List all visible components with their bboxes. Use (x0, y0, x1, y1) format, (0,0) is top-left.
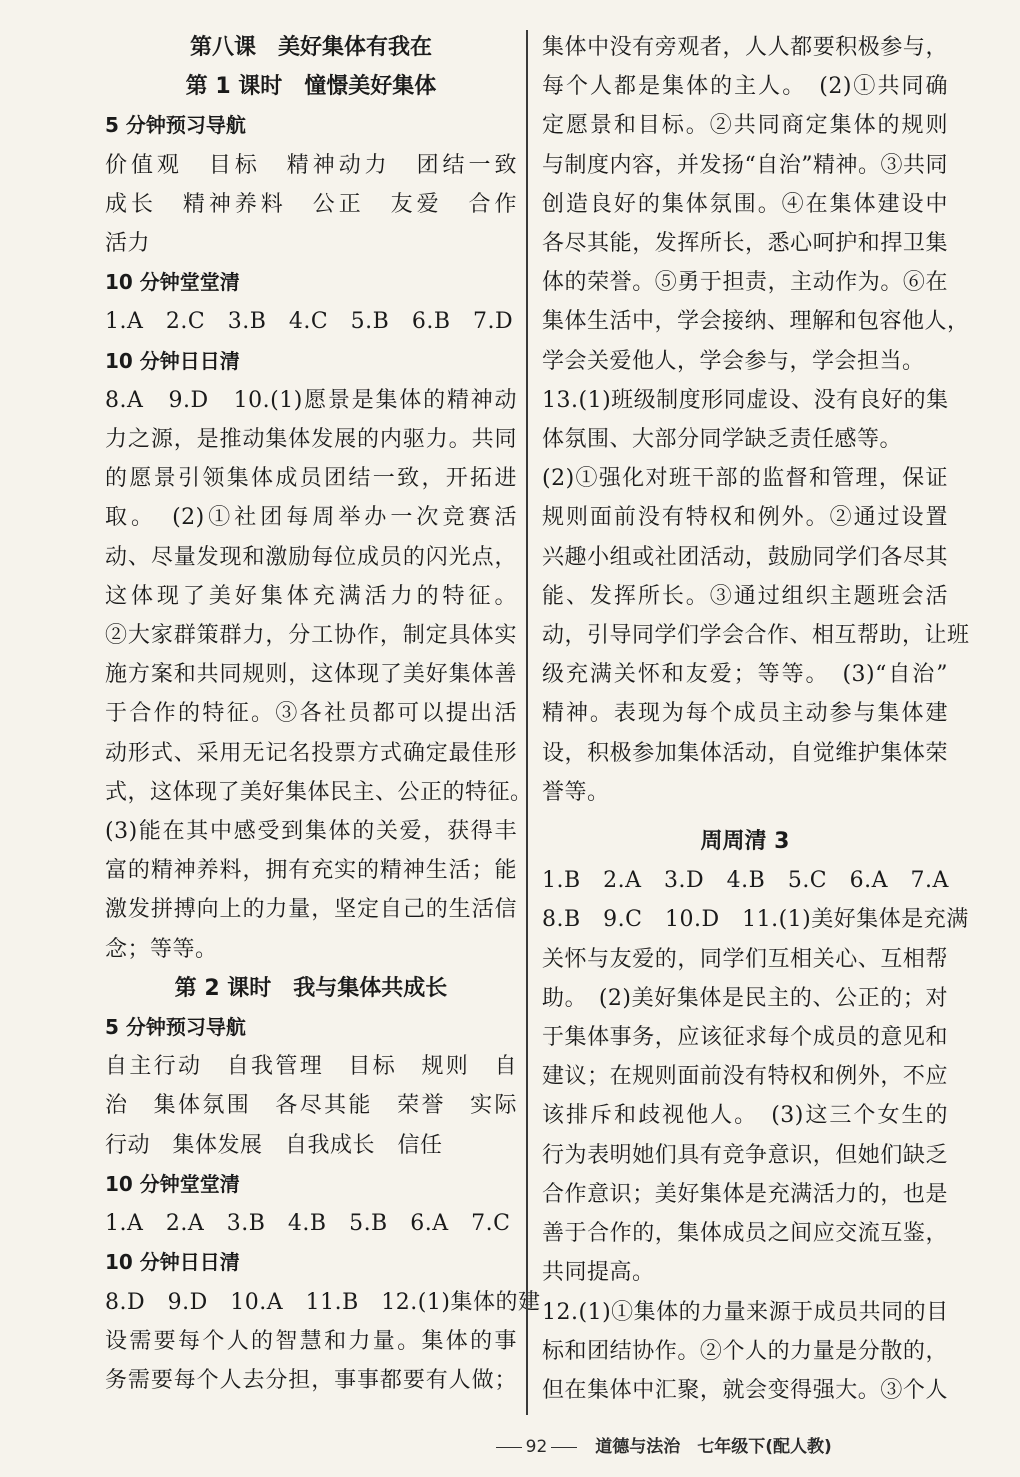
class-2-answers: 1.A 2.A 3.B 4.B 5.B 6.A 7.C (105, 1211, 511, 1237)
continuation-line: 13.(1)班级制度形同虚设、没有良好的集 (542, 387, 949, 413)
continuation-line: 每个人都是集体的主人。 (2)①共同确 (542, 74, 948, 100)
page-number: 92 (525, 1437, 548, 1457)
weekly-line: 于集体事务，应该征求每个成员的意见和 (542, 1025, 948, 1051)
daily-1-line: 于合作的特征。③各社员都可以提出活 (105, 701, 517, 727)
daily-1-line: 力之源，是推动集体发展的内驱力。共同 (105, 427, 517, 453)
continuation-line: 动，引导同学们学会合作、相互帮助，让班 (542, 623, 970, 649)
daily-1-line: 这体现了美好集体充满活力的特征。 (105, 583, 517, 609)
footer-dash-left (496, 1447, 522, 1448)
section-1-title: 第 1 课时 憧憬美好集体 (185, 74, 437, 100)
daily-1-line: 动、尽量发现和激励每位成员的闪光点， (105, 544, 517, 570)
right-column (542, 28, 970, 1410)
preview-heading-1: 5 分钟预习导航 (105, 113, 246, 138)
weekly-line: 共同提高。 (542, 1260, 655, 1286)
lesson-title: 第八课 美好集体有我在 (189, 35, 432, 60)
page-footer (470, 1412, 832, 1477)
daily-1-line: 8.A 9.D 10.(1)愿景是集体的精神动 (105, 387, 517, 413)
continuation-line: 能、发挥所长。③通过组织主题班会活 (542, 583, 948, 609)
continuation-line: 学会关爱他人，学会参与，学会担当。 (542, 348, 925, 374)
weekly-title: 周周清 3 (700, 829, 790, 855)
class-1-answers: 1.A 2.C 3.B 4.C 5.B 6.B 7.D (105, 309, 514, 335)
weekly-line: 但在集体中汇聚，就会变得强大。③个人 (542, 1377, 948, 1403)
continuation-line: 集体生活中，学会接纳、理解和包容他人， (542, 309, 970, 335)
continuation-line: 定愿景和目标。②共同商定集体的规则 (542, 113, 948, 139)
weekly-line: 1.B 2.A 3.D 4.B 5.C 6.A 7.A (542, 868, 949, 894)
continuation-line: 各尽其能，发挥所长，悉心呵护和捍卫集 (542, 231, 948, 257)
preview-1-line: 成长 精神养料 公正 友爱 合作 (105, 191, 517, 217)
continuation-line: 级充满关怀和友爱；等等。 (3)“自治” (542, 662, 948, 688)
weekly-line: 关怀与友爱的，同学们互相关心、互相帮 (542, 946, 948, 972)
weekly-line: 该排斥和歧视他人。 (3)这三个女生的 (542, 1103, 948, 1129)
daily-heading-2: 10 分钟日日清 (105, 1250, 240, 1275)
continuation-line: 集体中没有旁观者，人人都要积极参与， (542, 35, 948, 60)
daily-2-line: 设需要每个人的智慧和力量。集体的事 (105, 1328, 517, 1354)
footer-dash-right (551, 1447, 577, 1448)
weekly-line: 标和团结协作。②个人的力量是分散的， (542, 1338, 948, 1364)
daily-1-line: 式，这体现了美好集体民主、公正的特征。 (105, 779, 533, 805)
continuation-line: 兴趣小组或社团活动，鼓励同学们各尽其 (542, 544, 948, 570)
preview-1-line: 活力 (105, 231, 151, 257)
class-heading-1: 10 分钟堂堂清 (105, 270, 240, 295)
daily-1-line: 激发拼搏向上的力量，坚定自己的生活信 (105, 897, 517, 923)
continuation-line: 精神。表现为每个成员主动参与集体建 (542, 701, 948, 727)
continuation-line: 体氛围、大部分同学缺乏责任感等。 (542, 427, 903, 453)
daily-1-line: 动形式、采用无记名投票方式确定最佳形 (105, 740, 517, 766)
daily-heading-1: 10 分钟日日清 (105, 348, 240, 373)
continuation-line: 与制度内容，并发扬“自治”精神。③共同 (542, 152, 948, 178)
weekly-line: 8.B 9.C 10.D 11.(1)美好集体是充满 (542, 907, 969, 933)
left-column (105, 28, 541, 1400)
section-2-title: 第 2 课时 我与集体共成长 (174, 975, 448, 1001)
daily-1-line: 念；等等。 (105, 936, 218, 962)
daily-1-line: (3)能在其中感受到集体的关爱，获得丰 (105, 819, 517, 845)
class-heading-2: 10 分钟堂堂清 (105, 1171, 240, 1196)
daily-1-line: 施方案和共同规则，这体现了美好集体善 (105, 662, 517, 688)
preview-2-line: 自主行动 自我管理 目标 规则 自 (105, 1054, 517, 1080)
preview-1-line: 价值观 目标 精神动力 团结一致 (105, 152, 517, 178)
continuation-line: (2)①强化对班干部的监督和管理，保证 (542, 466, 948, 492)
preview-2-line: 行动 集体发展 自我成长 信任 (105, 1132, 443, 1158)
column-divider (526, 30, 528, 1415)
daily-1-line: 取。 (2)①社团每周举办一次竞赛活 (105, 505, 517, 531)
book-subject: 道德与法治 七年级下(配人教) (595, 1437, 832, 1457)
continuation-line: 创造良好的集体氛围。④在集体建设中 (542, 191, 948, 217)
daily-2-line: 8.D 9.D 10.A 11.B 12.(1)集体的建 (105, 1289, 541, 1315)
preview-2-line: 治 集体氛围 各尽其能 荣誉 实际 (105, 1093, 517, 1119)
weekly-line: 合作意识；美好集体是充满活力的，也是 (542, 1181, 948, 1207)
daily-2-line: 务需要每个人去分担，事事都要有人做； (105, 1367, 517, 1393)
weekly-line: 12.(1)①集体的力量来源于成员共同的目 (542, 1299, 949, 1325)
continuation-line: 体的荣誉。⑤勇于担责，主动作为。⑥在 (542, 270, 948, 296)
daily-1-line: 的愿景引领集体成员团结一致，开拓进 (105, 466, 517, 492)
continuation-line: 誉等。 (542, 779, 610, 805)
daily-1-line: 富的精神养料，拥有充实的精神生活；能 (105, 858, 517, 884)
continuation-line: 规则面前没有特权和例外。②通过设置 (542, 505, 948, 531)
weekly-line: 助。 (2)美好集体是民主的、公正的；对 (542, 985, 948, 1011)
weekly-line: 善于合作的，集体成员之间应交流互鉴， (542, 1221, 948, 1247)
daily-1-line: ②大家群策群力，分工协作，制定具体实 (105, 623, 517, 649)
weekly-line: 行为表明她们具有竞争意识，但她们缺乏 (542, 1142, 948, 1168)
weekly-line: 建议；在规则面前没有特权和例外，不应 (542, 1064, 948, 1090)
preview-heading-2: 5 分钟预习导航 (105, 1015, 246, 1040)
continuation-line: 设，积极参加集体活动，自觉维护集体荣 (542, 740, 948, 766)
